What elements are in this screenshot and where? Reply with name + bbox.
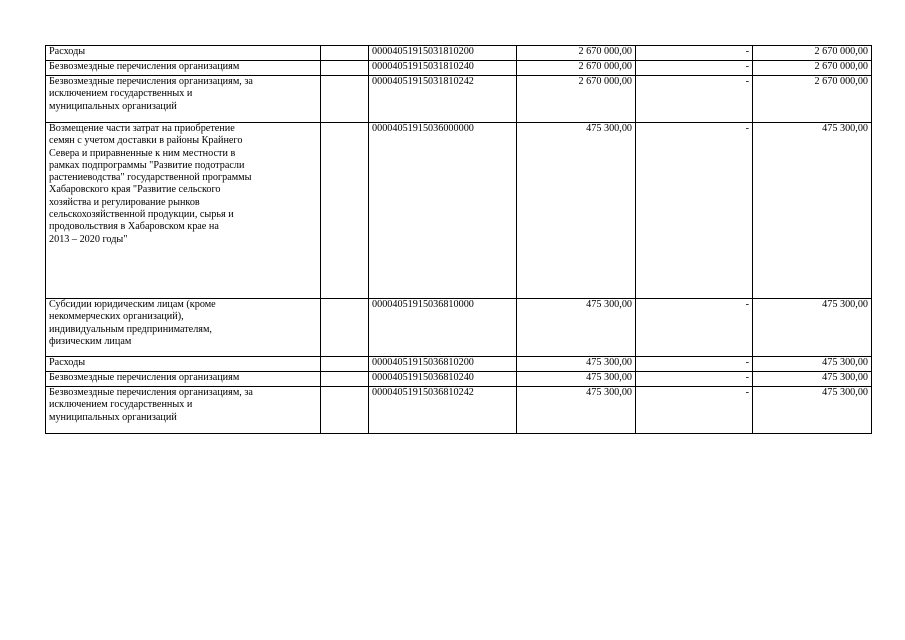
row-name-line: Безвозмездные перечисления организациям, за bbox=[49, 76, 253, 87]
table-row bbox=[46, 299, 872, 357]
row-name-cell bbox=[46, 76, 321, 123]
row-name-cell bbox=[46, 123, 321, 299]
row-code: 00004051915036810200 bbox=[369, 357, 517, 372]
row-name-line: муниципальных организаций bbox=[49, 411, 177, 423]
table-row bbox=[46, 387, 872, 434]
row-name-line: рамках подпрограммы "Развитие подотрасли bbox=[49, 159, 245, 171]
row-approved-amount: 475 300,00 bbox=[517, 387, 636, 434]
row-code: 00004051915031810240 bbox=[369, 61, 517, 76]
row-unexecuted-amount: 475 300,00 bbox=[753, 372, 872, 387]
row-code: 00004051915036810240 bbox=[369, 372, 517, 387]
table-row bbox=[46, 76, 872, 123]
row-code: 00004051915036810242 bbox=[369, 387, 517, 434]
table-row bbox=[46, 123, 872, 299]
row-name-line: Хабаровского края "Развитие сельского bbox=[49, 184, 221, 196]
table-row bbox=[46, 61, 872, 76]
row-name-line: муниципальных организаций bbox=[49, 100, 177, 112]
row-approved-amount: 475 300,00 bbox=[517, 357, 636, 372]
row-empty-cell bbox=[321, 123, 369, 299]
row-name-line: продовольствия в Хабаровском крае на bbox=[49, 221, 219, 233]
row-approved-amount: 2 670 000,00 bbox=[517, 76, 636, 123]
row-empty-cell bbox=[321, 61, 369, 76]
row-empty-cell bbox=[321, 299, 369, 357]
row-name-cell bbox=[46, 387, 321, 434]
row-unexecuted-amount: 2 670 000,00 bbox=[753, 76, 872, 123]
row-name: Расходы bbox=[49, 46, 86, 57]
row-code: 00004051915031810242 bbox=[369, 76, 517, 123]
table-row bbox=[46, 372, 872, 387]
row-name: Безвозмездные перечисления организациям bbox=[49, 61, 240, 72]
row-name-line: семян с учетом доставки в районы Крайнего bbox=[49, 135, 243, 147]
row-empty-cell bbox=[321, 46, 369, 61]
row-executed-amount: - bbox=[636, 76, 753, 123]
row-unexecuted-amount: 475 300,00 bbox=[753, 123, 872, 299]
row-name-line: Севера и приравненные к ним местности в bbox=[49, 147, 236, 159]
row-name: Расходы bbox=[49, 357, 86, 368]
row-executed-amount: - bbox=[636, 372, 753, 387]
row-code: 00004051915036000000 bbox=[369, 123, 517, 299]
row-name-cell bbox=[46, 372, 321, 387]
row-name-line: Возмещение части затрат на приобретение bbox=[49, 123, 235, 134]
row-empty-cell bbox=[321, 387, 369, 434]
row-name-line: исключением государственных и bbox=[49, 88, 193, 100]
row-executed-amount: - bbox=[636, 299, 753, 357]
row-executed-amount: - bbox=[636, 123, 753, 299]
row-unexecuted-amount: 475 300,00 bbox=[753, 299, 872, 357]
row-approved-amount: 475 300,00 bbox=[517, 372, 636, 387]
budget-execution-table bbox=[45, 45, 872, 434]
row-unexecuted-amount: 2 670 000,00 bbox=[753, 61, 872, 76]
row-approved-amount: 475 300,00 bbox=[517, 299, 636, 357]
row-executed-amount: - bbox=[636, 357, 753, 372]
row-name-line: исключением государственных и bbox=[49, 399, 193, 411]
row-empty-cell bbox=[321, 357, 369, 372]
row-approved-amount: 2 670 000,00 bbox=[517, 61, 636, 76]
row-unexecuted-amount: 2 670 000,00 bbox=[753, 46, 872, 61]
row-unexecuted-amount: 475 300,00 bbox=[753, 387, 872, 434]
table-row bbox=[46, 357, 872, 372]
row-name-cell bbox=[46, 357, 321, 372]
row-name-line: хозяйства и регулирование рынков bbox=[49, 196, 200, 208]
row-name-line: физическим лицам bbox=[49, 335, 132, 347]
row-empty-cell bbox=[321, 76, 369, 123]
row-name-line: Субсидии юридическим лицам (кроме bbox=[49, 299, 216, 310]
row-code: 00004051915031810200 bbox=[369, 46, 517, 61]
row-name-line: Безвозмездные перечисления организациям, за bbox=[49, 387, 253, 398]
table-row bbox=[46, 46, 872, 61]
row-name-line: 2013 – 2020 годы" bbox=[49, 233, 128, 245]
row-name-cell bbox=[46, 46, 321, 61]
row-approved-amount: 2 670 000,00 bbox=[517, 46, 636, 61]
row-name-line: некоммерческих организаций), bbox=[49, 311, 184, 323]
row-name-line: растениеводства" государственной программы bbox=[49, 172, 252, 184]
row-executed-amount: - bbox=[636, 61, 753, 76]
row-name: Безвозмездные перечисления организациям bbox=[49, 372, 240, 383]
row-executed-amount: - bbox=[636, 46, 753, 61]
row-name-cell bbox=[46, 61, 321, 76]
row-unexecuted-amount: 475 300,00 bbox=[753, 357, 872, 372]
row-name-line: сельскохозяйственной продукции, сырья и bbox=[49, 209, 234, 221]
row-executed-amount: - bbox=[636, 387, 753, 434]
row-name-line: индивидуальным предпринимателям, bbox=[49, 323, 212, 335]
row-name-cell bbox=[46, 299, 321, 357]
row-approved-amount: 475 300,00 bbox=[517, 123, 636, 299]
row-empty-cell bbox=[321, 372, 369, 387]
row-code: 00004051915036810000 bbox=[369, 299, 517, 357]
